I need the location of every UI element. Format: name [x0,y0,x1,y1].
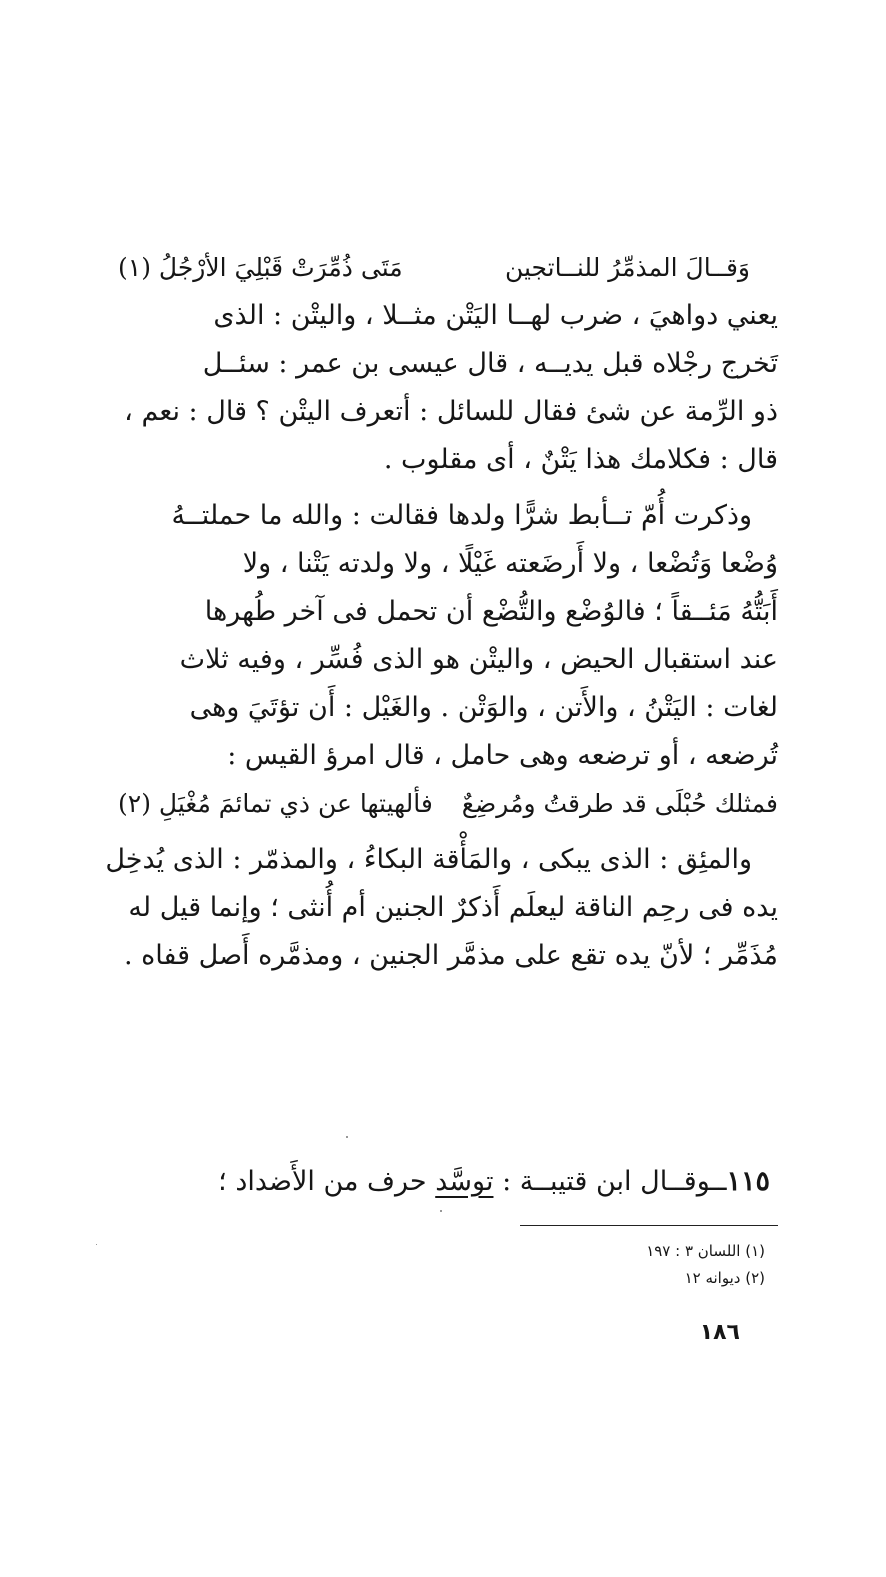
footnote-1: (١) اللسان ٣ : ١٩٧ [646,1242,765,1260]
page-number: ١٨٦ [699,1320,740,1345]
entry-heading [200,1158,770,1206]
verse-1-first-hemistich: وَقــالَ المذمِّرُ للنــاتجين [504,253,750,282]
entry-lead: ــوقــال ابن قتيبــة : [502,1166,727,1197]
verse-2-first-hemistich: فمثلك حُبْلَى قد طرقتُ ومُرضِعٌ [461,789,778,818]
paragraph-1-line: ذو الرِّمة عن شئ فقال للسائل : أتعرف اليتْن ؟ قال : نعم ، [124,396,778,427]
entry-number: ١١٥ [726,1166,770,1197]
paragraph-2-line: لغات : اليَتْنُ ، والأَتن ، والوَتْن . والغَيْل : أَن تؤتَيَ وهى [189,692,778,723]
print-speck [440,1210,442,1212]
print-speck [96,1244,97,1245]
verse-1 [118,244,778,292]
paragraph-3-line: والمئِق : الذى يبكى ، والمَأْقة البكاءُ ، والمذمّر : الذى يُدخِل [105,844,752,875]
paragraph-2-line: عند استقبال الحيض ، واليتْن هو الذى فُسِّر ، وفيه ثلاث [179,644,778,675]
paragraph-1-line: تَخرج رجْلاه قبل يديــه ، قال عيسى بن عمر : سئــل [202,348,778,379]
paragraph-3-line: مُذَمِّر ؛ لأنّ يده تقع على مذمَّر الجنين ، ومذمَّره أَصل قفاه . [123,940,778,971]
entry-rest: حرف من الأَضداد ؛ [218,1166,427,1197]
paragraph-2-line: وُضْعا وَتُضْعا ، ولا أَرضَعته غَيْلًا ، ولا ولدته يَتْنا ، ولا [242,548,778,579]
footnotes [520,1238,765,1292]
paragraph-2-line: وذكرت أُمّ تــأبط شرًّا ولدها فقالت : والله ما حملتــهُ [171,500,752,531]
entry-keyword: توسَّد [435,1166,494,1197]
footnote-divider [520,1225,778,1226]
print-speck [346,1136,348,1138]
main-text [105,244,778,980]
footnote-2: (٢) ديوانه ١٢ [684,1269,765,1287]
paragraph-2-line: أَبَتُّهُ مَئــقاً ؛ فالوُضْع والتُّضْع أن تحمل فى آخر طُهرها [204,596,778,627]
paragraph-3-line: يده فى رحِم الناقة ليعلَم أَذكرٌ الجنين أم أُنثى ؛ وإنما قيل له [128,892,778,923]
paragraph-2-line: تُرضعه ، أو ترضعه وهى حامل ، قال امرؤ القيس : [227,740,778,771]
verse-2 [118,780,778,828]
paragraph-1-line: قال : فكلامك هذا يَتْنٌ ، أى مقلوب . [383,444,778,475]
verse-1-second-hemistich: مَتَى ذُمِّرَتْ قَبْلِيَ الأرْجُلُ (١) [118,253,403,282]
paragraph-1-line: يعني دواهيَ ، ضرب لهــا اليَتْن مثــلا ، واليتْن : الذى [213,300,778,331]
verse-2-second-hemistich: فألهيتها عن ذي تمائمَ مُغْيَلِ (٢) [118,789,433,818]
